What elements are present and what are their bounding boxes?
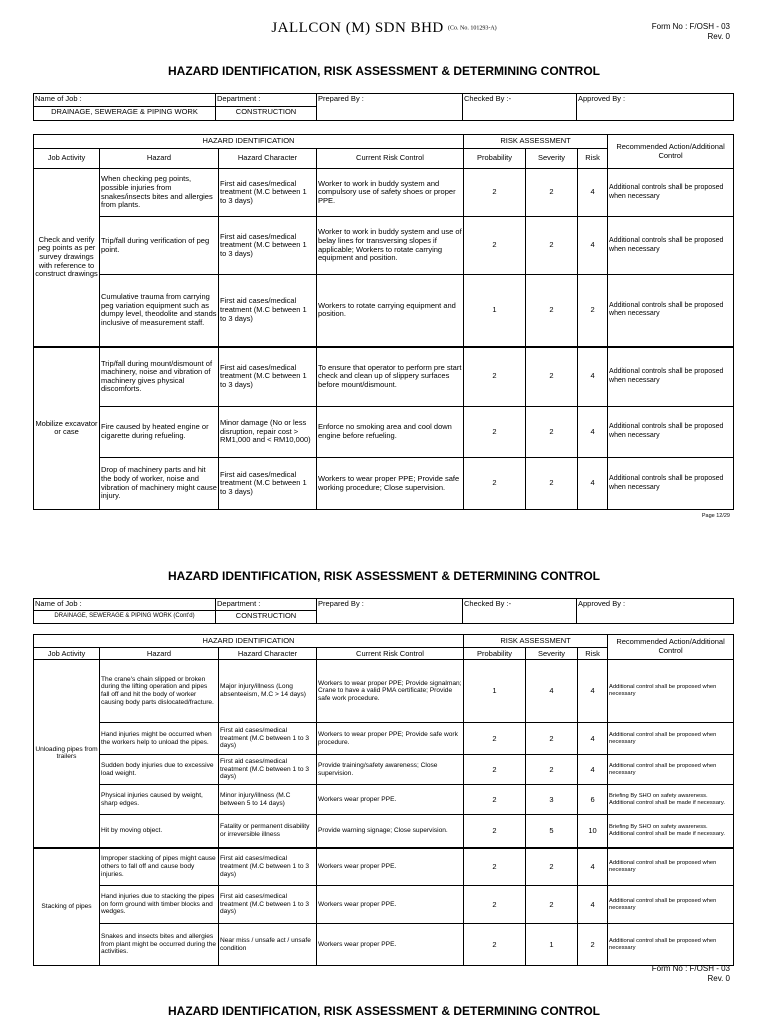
- risk-cell: 4: [578, 660, 608, 723]
- checked-by-label: Checked By :-: [463, 599, 577, 624]
- hazard-character-header: Hazard Character: [219, 648, 317, 660]
- table-row: [34, 723, 734, 755]
- hazard-cell: Cumulative trauma from carrying peg variation equipment such as dumpy level, theodolite and stands inclusive of measurement staff.: [100, 275, 219, 347]
- risk-cell: 6: [578, 785, 608, 815]
- probability-cell: 2: [464, 169, 526, 217]
- recommendation-cell: Additional controls shall be proposed when necessary: [608, 407, 734, 458]
- hazard-table-2: [33, 634, 734, 966]
- risk-header: Risk: [578, 149, 608, 169]
- risk-cell: 4: [578, 886, 608, 924]
- job-activity-header: Job Activity: [34, 648, 100, 660]
- severity-header: Severity: [526, 648, 578, 660]
- document-title-3: HAZARD IDENTIFICATION, RISK ASSESSMENT & DETERMINING CONTROL: [168, 1004, 600, 1018]
- risk-control-cell: Workers wear proper PPE.: [317, 848, 464, 886]
- recommended-header: Recommended Action/Additional Control: [608, 635, 734, 660]
- department-value: CONSTRUCTION: [216, 611, 317, 624]
- risk-control-cell: Workers to wear proper PPE; Provide safe working procedure; Close supervision.: [317, 458, 464, 510]
- risk-control-cell: Provide training/safety awareness; Close supervision.: [317, 755, 464, 785]
- severity-cell: 2: [526, 347, 578, 407]
- hazard-identification-header: HAZARD IDENTIFICATION: [34, 635, 464, 648]
- risk-cell: 2: [578, 275, 608, 347]
- risk-control-cell: Workers to wear proper PPE; Provide safe work procedure.: [317, 723, 464, 755]
- risk-cell: 10: [578, 815, 608, 848]
- table-row: [34, 924, 734, 966]
- risk-cell: 4: [578, 217, 608, 275]
- prepared-by-label: Prepared By :: [317, 599, 463, 624]
- table-row: [34, 815, 734, 848]
- hazard-character-cell: Minor injury/illness (M.C between 5 to 14 days): [219, 785, 317, 815]
- job-info-table-1: [33, 93, 734, 121]
- approved-by-label: Approved By :: [577, 94, 734, 121]
- department-value: CONSTRUCTION: [216, 107, 317, 121]
- hazard-cell: Hit by moving object.: [100, 815, 219, 848]
- company-reg: (Co. No. 101293-A): [448, 25, 497, 32]
- probability-cell: 1: [464, 660, 526, 723]
- hazard-character-header: Hazard Character: [219, 149, 317, 169]
- table-row: [34, 407, 734, 458]
- table-row: [34, 785, 734, 815]
- recommendation-cell: Additional controls shall be proposed when necessary: [608, 347, 734, 407]
- form-number: Form No : F/OSH - 03: [651, 964, 730, 973]
- risk-control-cell: Workers to wear proper PPE; Provide signalman; Crane to have a valid PMA certificate; Provide safe work procedure.: [317, 660, 464, 723]
- recommendation-cell: Additional control shall be proposed when necessary: [608, 924, 734, 966]
- recommendation-cell: Additional control shall be proposed when necessary: [608, 886, 734, 924]
- probability-cell: 2: [464, 785, 526, 815]
- department-label: Department :: [216, 94, 317, 107]
- severity-cell: 4: [526, 660, 578, 723]
- hazard-cell: The crane's chain slipped or broken during the lifting operation and pipes fall off and hit the body of worker causing body parts dislocated/fracture.: [100, 660, 219, 723]
- recommendation-cell: Briefing By SHO on safety awareness. Additional control shall be made if necessary.: [608, 785, 734, 815]
- recommendation-cell: Additional control shall be proposed when necessary: [608, 660, 734, 723]
- approved-by-label: Approved By :: [577, 599, 734, 624]
- revision: Rev. 0: [707, 974, 730, 983]
- department-label: Department :: [216, 599, 317, 611]
- table-row: [34, 755, 734, 785]
- severity-cell: 2: [526, 723, 578, 755]
- hazard-character-cell: First aid cases/medical treatment (M.C between 1 to 3 days): [219, 886, 317, 924]
- name-of-job-label: Name of Job :: [34, 599, 216, 611]
- probability-cell: 2: [464, 458, 526, 510]
- current-risk-control-header: Current Risk Control: [317, 149, 464, 169]
- hazard-cell: Trip/fall during mount/dismount of machinery, noise and vibration of machinery gives physical discomforts.: [100, 347, 219, 407]
- severity-cell: 3: [526, 785, 578, 815]
- form-number-block-2: [652, 964, 730, 984]
- severity-header: Severity: [526, 149, 578, 169]
- severity-cell: 5: [526, 815, 578, 848]
- hazard-identification-header: HAZARD IDENTIFICATION: [34, 135, 464, 149]
- recommendation-cell: Additional controls shall be proposed when necessary: [608, 458, 734, 510]
- risk-control-cell: Workers wear proper PPE.: [317, 886, 464, 924]
- risk-cell: 4: [578, 755, 608, 785]
- job-activity-cell: Stacking of pipes: [34, 848, 100, 966]
- job-info-table-2: [33, 598, 734, 624]
- risk-control-cell: To ensure that operator to perform pre start check and clean up of slippery surfaces before mount/dismount.: [317, 347, 464, 407]
- hazard-character-cell: First aid cases/medical treatment (M.C between 1 to 3 days): [219, 723, 317, 755]
- table-row: [34, 347, 734, 407]
- probability-cell: 2: [464, 723, 526, 755]
- revision: Rev. 0: [707, 32, 730, 41]
- hazard-cell: Fire caused by heated engine or cigarette during refueling.: [100, 407, 219, 458]
- table-row: [34, 217, 734, 275]
- risk-cell: 4: [578, 458, 608, 510]
- hazard-header: Hazard: [100, 149, 219, 169]
- hazard-table-1: [33, 134, 734, 510]
- job-name-value: DRAINAGE, SEWERAGE & PIPING WORK: [34, 107, 216, 121]
- severity-cell: 1: [526, 924, 578, 966]
- risk-control-cell: Workers wear proper PPE.: [317, 785, 464, 815]
- hazard-cell: Physical injuries caused by weight, sharp edges.: [100, 785, 219, 815]
- form-number-block: [652, 22, 730, 42]
- risk-header: Risk: [578, 648, 608, 660]
- probability-cell: 2: [464, 217, 526, 275]
- hazard-character-cell: Minor damage (No or less disruption, repair cost > RM1,000 and < RM10,000): [219, 407, 317, 458]
- risk-control-cell: Workers wear proper PPE.: [317, 924, 464, 966]
- recommended-header: Recommended Action/Additional Control: [608, 135, 734, 169]
- probability-header: Probability: [464, 149, 526, 169]
- table-row: [34, 660, 734, 723]
- recommendation-cell: Briefing By SHO on safety awareness. Additional control shall be made if necessary.: [608, 815, 734, 848]
- hazard-cell: Snakes and insects bites and allergies from plant might be occurred during the activities.: [100, 924, 219, 966]
- risk-cell: 4: [578, 169, 608, 217]
- probability-cell: 2: [464, 407, 526, 458]
- risk-cell: 4: [578, 848, 608, 886]
- probability-cell: 2: [464, 886, 526, 924]
- recommendation-cell: Additional controls shall be proposed when necessary: [608, 217, 734, 275]
- hazard-character-cell: Major injury/illness (Long absenteeism, M.C > 14 days): [219, 660, 317, 723]
- severity-cell: 2: [526, 848, 578, 886]
- risk-control-cell: Workers to rotate carrying equipment and position.: [317, 275, 464, 347]
- hazard-character-cell: First aid cases/medical treatment (M.C between 1 to 3 days): [219, 347, 317, 407]
- risk-assessment-header: RISK ASSESSMENT: [464, 635, 608, 648]
- prepared-by-label: Prepared By :: [317, 94, 463, 121]
- job-activity-cell: Check and verify peg points as per survey drawings with reference to construct drawings: [34, 169, 100, 347]
- document-title: HAZARD IDENTIFICATION, RISK ASSESSMENT & DETERMINING CONTROL: [168, 64, 600, 78]
- hazard-cell: Improper stacking of pipes might cause others to fall off and cause body injuries.: [100, 848, 219, 886]
- job-activity-cell: Unloading pipes from trailers: [34, 660, 100, 848]
- probability-cell: 1: [464, 275, 526, 347]
- hazard-cell: Hand injuries due to stacking the pipes on form ground with timber blocks and wedges.: [100, 886, 219, 924]
- severity-cell: 2: [526, 169, 578, 217]
- table-row: [34, 275, 734, 347]
- job-activity-header: Job Activity: [34, 149, 100, 169]
- current-risk-control-header: Current Risk Control: [317, 648, 464, 660]
- form-number: Form No : F/OSH - 03: [651, 22, 730, 31]
- severity-cell: 2: [526, 886, 578, 924]
- recommendation-cell: Additional control shall be proposed when necessary: [608, 723, 734, 755]
- risk-cell: 2: [578, 924, 608, 966]
- risk-control-cell: Provide warning signage; Close supervision.: [317, 815, 464, 848]
- probability-header: Probability: [464, 648, 526, 660]
- severity-cell: 2: [526, 407, 578, 458]
- risk-control-cell: Worker to work in buddy system and use of belay lines for transversing slopes if applicable; Workers to rotate carrying equipment and position.: [317, 217, 464, 275]
- hazard-character-cell: First aid cases/medical treatment (M.C between 1 to 3 days): [219, 458, 317, 510]
- severity-cell: 2: [526, 217, 578, 275]
- risk-control-cell: Worker to work in buddy system and compulsory use of safety shoes or proper PPE.: [317, 169, 464, 217]
- recommendation-cell: Additional controls shall be proposed when necessary: [608, 275, 734, 347]
- hazard-character-cell: First aid cases/medical treatment (M.C between 1 to 3 days): [219, 848, 317, 886]
- job-activity-cell: Mobilize excavator or case: [34, 347, 100, 510]
- probability-cell: 2: [464, 924, 526, 966]
- risk-cell: 4: [578, 407, 608, 458]
- hazard-character-cell: First aid cases/medical treatment (M.C between 1 to 3 days): [219, 275, 317, 347]
- name-of-job-label: Name of Job :: [34, 94, 216, 107]
- hazard-character-cell: Near miss / unsafe act / unsafe condition: [219, 924, 317, 966]
- table-row: [34, 886, 734, 924]
- hazard-character-cell: First aid cases/medical treatment (M.C between 1 to 3 days): [219, 217, 317, 275]
- recommendation-cell: Additional control shall be proposed when necessary: [608, 848, 734, 886]
- hazard-character-cell: Fatality or permanent disability or irreversible illness: [219, 815, 317, 848]
- page-number: Page 12/29: [701, 513, 730, 519]
- severity-cell: 2: [526, 458, 578, 510]
- probability-cell: 2: [464, 347, 526, 407]
- probability-cell: 2: [464, 815, 526, 848]
- risk-assessment-header: RISK ASSESSMENT: [464, 135, 608, 149]
- recommendation-cell: Additional controls shall be proposed when necessary: [608, 169, 734, 217]
- probability-cell: 2: [464, 848, 526, 886]
- hazard-character-cell: First aid cases/medical treatment (M.C between 1 to 3 days): [219, 169, 317, 217]
- hazard-cell: When checking peg points, possible injuries from snakes/insects bites and allergies from plants.: [100, 169, 219, 217]
- hazard-cell: Drop of machinery parts and hit the body of worker, noise and vibration of machinery might cause injury.: [100, 458, 219, 510]
- hazard-cell: Hand injuries might be occurred when the workers help to unload the pipes.: [100, 723, 219, 755]
- hazard-cell: Trip/fall during verification of peg point.: [100, 217, 219, 275]
- job-name-value: DRAINAGE, SEWERAGE & PIPING WORK (Cont'd): [34, 611, 216, 624]
- table-row: [34, 848, 734, 886]
- severity-cell: 2: [526, 275, 578, 347]
- risk-cell: 4: [578, 347, 608, 407]
- hazard-cell: Sudden body injuries due to excessive load weight.: [100, 755, 219, 785]
- hazard-header: Hazard: [100, 648, 219, 660]
- hazard-character-cell: First aid cases/medical treatment (M.C between 1 to 3 days): [219, 755, 317, 785]
- table-row: [34, 169, 734, 217]
- company-name-text: JALLCON (M) SDN BHD: [271, 20, 444, 36]
- risk-cell: 4: [578, 723, 608, 755]
- recommendation-cell: Additional control shall be proposed when necessary: [608, 755, 734, 785]
- severity-cell: 2: [526, 755, 578, 785]
- risk-control-cell: Enforce no smoking area and cool down engine before refueling.: [317, 407, 464, 458]
- probability-cell: 2: [464, 755, 526, 785]
- document-title-2: HAZARD IDENTIFICATION, RISK ASSESSMENT & DETERMINING CONTROL: [168, 569, 600, 583]
- checked-by-label: Checked By :-: [463, 94, 577, 121]
- table-row: [34, 458, 734, 510]
